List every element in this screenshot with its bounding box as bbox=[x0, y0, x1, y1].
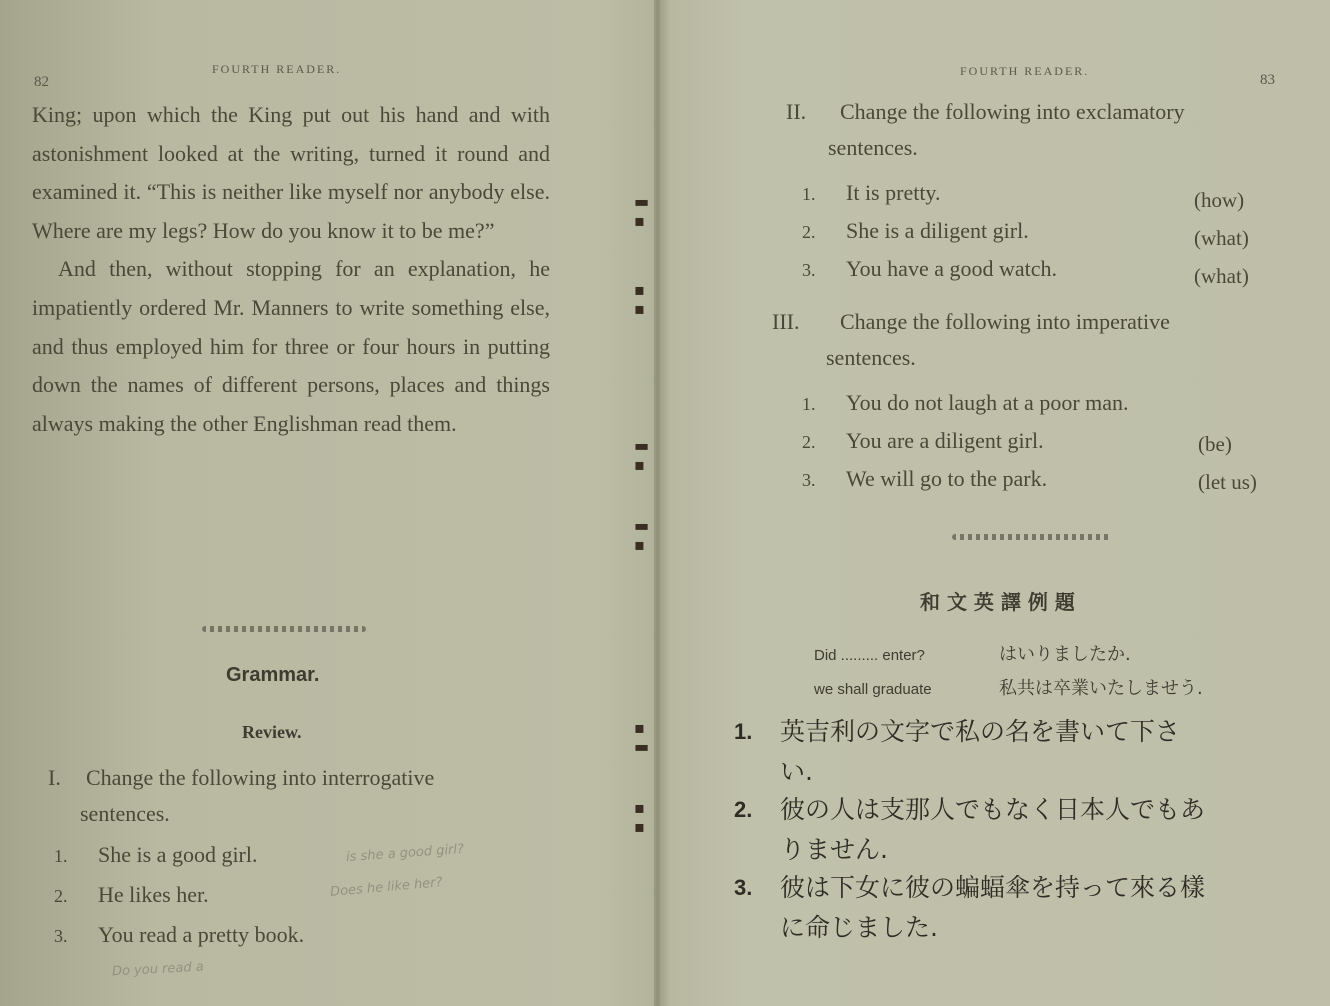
binding-stitch: ▬ ▪ bbox=[634, 516, 660, 554]
exercise-item bbox=[54, 882, 209, 908]
item-hint: (what) bbox=[1194, 226, 1249, 250]
binding-stitch: ▬ ▪ bbox=[634, 192, 660, 230]
review-heading: Review. bbox=[242, 722, 302, 742]
section-title-continued: sentences. bbox=[826, 345, 916, 370]
binding-stitch: ▪ ▪ bbox=[634, 798, 655, 836]
section-title bbox=[48, 760, 568, 832]
decorative-rule bbox=[952, 534, 1110, 540]
question-line: 英吉利の文字で私の名を書いて下さ bbox=[780, 717, 1181, 746]
item-hint: (what) bbox=[1194, 264, 1249, 288]
item-number: 2. bbox=[802, 222, 816, 242]
item-number: 3. bbox=[802, 470, 816, 490]
binding-stitch: ▬ ▪ bbox=[634, 436, 660, 474]
example-english: Did ......... enter? bbox=[814, 647, 925, 664]
exercise-item bbox=[802, 218, 1029, 244]
example-japanese: はいりましたか. bbox=[999, 644, 1131, 665]
section-title-text: Change the following into exclamatory bbox=[840, 99, 1185, 124]
section-title-text: Change the following into imperative bbox=[840, 309, 1170, 334]
paragraph: King; upon which the King put out his hand and with astonishment looked at the writing, turned it round and examined it. “This is neither like myself nor anybody else. Where are my legs? How do you know it to be me?” bbox=[32, 102, 550, 243]
exercise-item bbox=[802, 428, 1044, 454]
item-text: You do not laugh at a poor man. bbox=[846, 390, 1129, 415]
question-number: 1. bbox=[734, 719, 753, 744]
running-head: FOURTH READER. bbox=[960, 64, 1090, 78]
body-text bbox=[32, 96, 550, 443]
exercise-item bbox=[802, 180, 941, 206]
item-number: 1. bbox=[54, 846, 68, 866]
item-text: You have a good watch. bbox=[846, 256, 1058, 281]
decorative-rule bbox=[202, 626, 366, 632]
section-number: III. bbox=[772, 309, 800, 334]
pencil-annotation: Does he like her? bbox=[329, 875, 444, 900]
item-hint: (how) bbox=[1194, 188, 1245, 212]
item-number: 2. bbox=[802, 432, 816, 452]
item-text: It is pretty. bbox=[846, 180, 941, 205]
page-number: 83 bbox=[1260, 72, 1275, 88]
section-title bbox=[786, 94, 1306, 166]
question-line: に命じました. bbox=[780, 913, 938, 942]
binding-stitch: ▪ ▬ bbox=[634, 718, 660, 756]
grammar-heading: Grammar. bbox=[226, 664, 320, 686]
item-text: We will go to the park. bbox=[846, 466, 1048, 491]
section-number: II. bbox=[786, 99, 807, 124]
question-number: 2. bbox=[734, 797, 753, 822]
binding-stitch: ▪ ▪ bbox=[634, 280, 655, 318]
pencil-annotation: Do you read a bbox=[111, 959, 205, 980]
right-page bbox=[662, 0, 1330, 1006]
question-line: い. bbox=[780, 757, 813, 786]
section-number: I. bbox=[48, 765, 61, 790]
example-english: we shall graduate bbox=[814, 681, 932, 698]
example-japanese: 私共は卒業いたしませう. bbox=[999, 678, 1203, 699]
running-head: FOURTH READER. bbox=[212, 62, 342, 76]
section-title-continued: sentences. bbox=[828, 135, 918, 160]
example-line bbox=[814, 640, 1131, 666]
item-text: You are a diligent girl. bbox=[846, 428, 1044, 453]
item-number: 1. bbox=[802, 394, 816, 414]
section-title-continued: sentences. bbox=[80, 801, 170, 826]
item-hint: (let us) bbox=[1198, 470, 1257, 494]
exercise-item bbox=[54, 922, 304, 948]
item-text: He likes her. bbox=[98, 882, 209, 907]
translation-question bbox=[734, 868, 1300, 948]
japanese-heading: 和 文 英 譯 例 題 bbox=[920, 590, 1075, 614]
item-text: You read a pretty book. bbox=[98, 922, 305, 947]
exercise-item bbox=[802, 466, 1047, 492]
book-gutter bbox=[654, 0, 662, 1006]
question-line: 彼は下女に彼の蝙蝠傘を持って來る樣 bbox=[780, 873, 1206, 902]
question-number: 3. bbox=[734, 875, 753, 900]
exercise-item bbox=[802, 256, 1057, 282]
section-title-text: Change the following into interrogative bbox=[86, 765, 435, 790]
paragraph: And then, without stopping for an explanation, he impatiently ordered Mr. Manners to write something else, and thus employed him for three or four hours in putting down the names of different persons, places and things always making the other Englishman read them. bbox=[32, 256, 550, 436]
pencil-annotation: is she a good girl? bbox=[345, 841, 465, 866]
item-text: She is a diligent girl. bbox=[846, 218, 1029, 243]
item-number: 2. bbox=[54, 886, 68, 906]
question-line: りません. bbox=[780, 835, 888, 864]
item-number: 3. bbox=[802, 260, 816, 280]
example-line bbox=[814, 674, 1203, 700]
item-number: 1. bbox=[802, 184, 816, 204]
translation-question bbox=[734, 790, 1300, 870]
item-hint: (be) bbox=[1198, 432, 1232, 456]
question-line: 彼の人は支那人でもなく日本人でもあ bbox=[780, 795, 1206, 824]
item-text: She is a good girl. bbox=[98, 842, 258, 867]
exercise-item bbox=[802, 390, 1129, 416]
exercise-item bbox=[54, 842, 258, 868]
item-number: 3. bbox=[54, 926, 68, 946]
page-number: 82 bbox=[34, 74, 49, 90]
translation-question bbox=[734, 712, 1300, 792]
section-title bbox=[772, 304, 1292, 376]
left-page bbox=[0, 0, 654, 1006]
